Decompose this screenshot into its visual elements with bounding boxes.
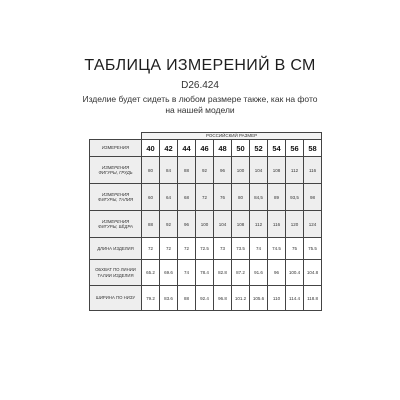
size-header-cell: 46 (196, 140, 214, 157)
size-header-cell: 52 (250, 140, 268, 157)
table-cell: 72 (178, 238, 196, 260)
table-cell: 114.4 (286, 286, 304, 311)
corner-blank (90, 133, 142, 140)
table-cell: 101.2 (232, 286, 250, 311)
table-cell: 88 (178, 157, 196, 184)
table-cell: 96.8 (214, 286, 232, 311)
table-cell: 73 (214, 238, 232, 260)
table-row (90, 286, 322, 311)
row-label: ИЗМЕРЕНИЯ ФИГУРЫ, БЁДРА (90, 211, 142, 238)
table-cell: 104.8 (304, 260, 322, 286)
measurements-header: ИЗМЕРЕНИЯ (90, 140, 142, 157)
table-cell: 73.5 (232, 238, 250, 260)
row-label: ОБХВАТ ПО ЛИНИИ ТАЛИИ ИЗДЕЛИЯ (90, 260, 142, 286)
table-cell: 74 (250, 238, 268, 260)
table-cell: 74 (178, 260, 196, 286)
table-row (90, 238, 322, 260)
table-cell: 100 (196, 211, 214, 238)
table-cell: 74.5 (268, 238, 286, 260)
size-header-cell: 42 (160, 140, 178, 157)
size-header-cell: 48 (214, 140, 232, 157)
size-table (89, 132, 322, 311)
table-cell: 72 (160, 238, 178, 260)
table-cell: 69.6 (160, 260, 178, 286)
table-row (90, 211, 322, 238)
table-cell: 100.4 (286, 260, 304, 286)
table-cell: 96 (214, 157, 232, 184)
table-cell: 80 (232, 184, 250, 211)
table-cell: 88 (142, 211, 160, 238)
table-cell: 82.8 (214, 260, 232, 286)
table-cell: 93,5 (286, 184, 304, 211)
table-cell: 120 (286, 211, 304, 238)
table-row (90, 157, 322, 184)
table-cell: 75.5 (304, 238, 322, 260)
table-cell: 87.2 (232, 260, 250, 286)
table-cell: 96 (178, 211, 196, 238)
size-header-cell: 40 (142, 140, 160, 157)
table-cell: 60 (142, 184, 160, 211)
table-cell: 116 (304, 157, 322, 184)
table-cell: 79.2 (142, 286, 160, 311)
size-header-row (90, 140, 322, 157)
table-cell: 112 (286, 157, 304, 184)
table-cell: 89 (268, 184, 286, 211)
table-cell: 80 (142, 157, 160, 184)
table-row (90, 184, 322, 211)
table-cell: 100 (232, 157, 250, 184)
table-cell: 64 (160, 184, 178, 211)
table-cell: 92.4 (196, 286, 214, 311)
table-cell: 65.2 (142, 260, 160, 286)
table-cell: 84,5 (250, 184, 268, 211)
table-cell: 92 (196, 157, 214, 184)
table-cell: 72 (196, 184, 214, 211)
table-cell: 104 (250, 157, 268, 184)
table-cell: 72 (142, 238, 160, 260)
size-header-cell: 56 (286, 140, 304, 157)
product-code: D26.424 (181, 80, 219, 91)
size-header-cell: 50 (232, 140, 250, 157)
table-cell: 118.8 (304, 286, 322, 311)
table-cell: 108 (268, 157, 286, 184)
table-cell: 92 (160, 211, 178, 238)
table-row (90, 260, 322, 286)
table-cell: 76 (214, 184, 232, 211)
table-cell: 105.6 (250, 286, 268, 311)
table-cell: 91.6 (250, 260, 268, 286)
table-cell: 98 (304, 184, 322, 211)
table-cell: 104 (214, 211, 232, 238)
table-cell: 124 (304, 211, 322, 238)
size-header-cell: 44 (178, 140, 196, 157)
row-label: ИЗМЕРЕНИЯ ФИГУРЫ, ГРУДЬ (90, 157, 142, 184)
table-cell: 72.5 (196, 238, 214, 260)
russian-size-header-row (90, 133, 322, 140)
row-label: ШИРИНА ПО НИЗУ (90, 286, 142, 311)
row-label: ДЛИНА ИЗДЕЛИЯ (90, 238, 142, 260)
table-cell: 96 (268, 260, 286, 286)
russian-size-header: РОССИЙСКИЙ РАЗМЕР (142, 133, 322, 140)
size-header-cell: 54 (268, 140, 286, 157)
table-cell: 75 (286, 238, 304, 260)
table-cell: 83.6 (160, 286, 178, 311)
page-title: ТАБЛИЦА ИЗМЕРЕНИЙ В СМ (84, 57, 316, 74)
size-header-cell: 58 (304, 140, 322, 157)
table-cell: 88 (178, 286, 196, 311)
table-cell: 68 (178, 184, 196, 211)
table-cell: 84 (160, 157, 178, 184)
table-cell: 108 (232, 211, 250, 238)
table-cell: 78.4 (196, 260, 214, 286)
table-cell: 112 (250, 211, 268, 238)
table-cell: 110 (268, 286, 286, 311)
table-cell: 116 (268, 211, 286, 238)
fit-note: Изделие будет сидеть в любом размере также, как на фото на нашей модели (82, 94, 318, 115)
row-label: ИЗМЕРЕНИЯ ФИГУРЫ, ТАЛИЯ (90, 184, 142, 211)
